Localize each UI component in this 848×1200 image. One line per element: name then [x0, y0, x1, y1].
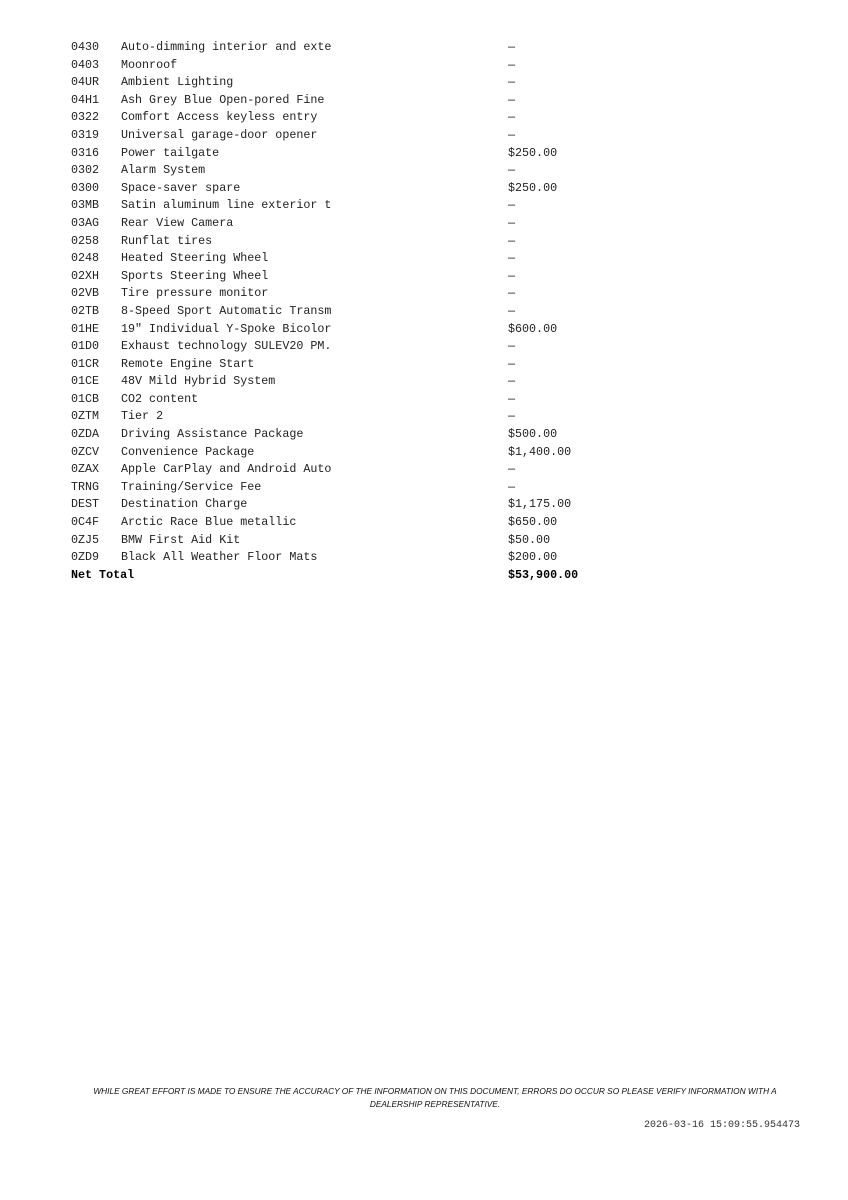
option-price: $500.00: [508, 427, 558, 442]
option-code: 0ZAX: [71, 462, 100, 477]
option-price: —: [508, 268, 516, 283]
option-description: Tier 2: [121, 409, 164, 424]
option-code: 04UR: [71, 75, 100, 90]
option-code: 0ZDA: [71, 427, 100, 442]
option-price: —: [508, 356, 516, 371]
option-code: 0322: [71, 110, 100, 125]
option-description: Universal garage-door opener: [121, 127, 318, 142]
option-code: 02XH: [71, 268, 100, 283]
option-description: Heated Steering Wheel: [121, 251, 269, 266]
option-description: Auto-dimming interior and exte: [121, 40, 332, 54]
option-code: 0300: [71, 180, 100, 195]
option-code: 02VB: [71, 286, 100, 301]
option-code: 0C4F: [71, 515, 100, 530]
option-price: —: [508, 163, 516, 178]
option-code: 01CR: [71, 356, 100, 371]
option-code: 0316: [71, 145, 100, 160]
option-description: 8-Speed Sport Automatic Transm: [121, 303, 332, 318]
option-description: Ambient Lighting: [121, 75, 234, 90]
option-code: 01CE: [71, 374, 100, 389]
option-code: 01CB: [71, 391, 100, 406]
option-price: —: [508, 40, 516, 54]
option-description: 19" Individual Y-Spoke Bicolor: [121, 321, 332, 336]
option-code: 04H1: [71, 92, 100, 107]
option-description: Comfort Access keyless entry: [121, 110, 318, 125]
disclaimer: WHILE GREAT EFFORT IS MADE TO ENSURE THE ACCURACY OF THE INFORMATION ON THIS DOCUMENT, ERRORS DO OCCUR SO PLEASE VERIFY INFORMATION WITH A DEALERSHIP REPRESENTATIVE.: [93, 1086, 777, 1109]
option-description: Arctic Race Blue metallic: [121, 515, 297, 530]
option-code: 0ZTM: [71, 409, 100, 424]
option-description: BMW First Aid Kit: [121, 532, 241, 547]
option-price: —: [508, 57, 516, 72]
option-description: Power tailgate: [121, 145, 220, 160]
option-description: Sports Steering Wheel: [121, 268, 269, 283]
option-code: 0430: [71, 40, 100, 54]
option-price: —: [508, 409, 516, 424]
option-description: Apple CarPlay and Android Auto: [121, 462, 332, 477]
option-price: —: [508, 110, 516, 125]
option-code: TRNG: [71, 479, 100, 494]
net-total-value: $53,900.00: [508, 567, 579, 582]
option-price: —: [508, 75, 516, 90]
option-description: Destination Charge: [121, 497, 248, 512]
option-price: $250.00: [508, 180, 558, 195]
option-description: Moonroof: [121, 57, 178, 72]
option-price: —: [508, 92, 516, 107]
option-price: —: [508, 127, 516, 142]
option-price: —: [508, 233, 516, 248]
option-code: 0ZCV: [71, 444, 100, 459]
option-price: —: [508, 479, 516, 494]
option-code: 0319: [71, 127, 100, 142]
option-code: DEST: [71, 497, 100, 512]
option-price: $600.00: [508, 321, 558, 336]
option-description: Satin aluminum line exterior t: [121, 198, 332, 213]
option-description: Driving Assistance Package: [121, 427, 304, 442]
option-code: 0258: [71, 233, 100, 248]
option-code: 01D0: [71, 339, 100, 354]
timestamp: 2026-03-16 15:09:55.954473: [643, 1120, 800, 1131]
option-description: Rear View Camera: [121, 215, 234, 230]
option-price: —: [508, 251, 516, 266]
net-total-label: Net Total: [71, 567, 135, 582]
option-code: 01HE: [71, 321, 100, 336]
option-description: Runflat tires: [121, 233, 213, 248]
option-description: CO2 content: [121, 391, 199, 406]
option-price: —: [508, 374, 516, 389]
option-price: —: [508, 286, 516, 301]
option-code: 02TB: [71, 303, 100, 318]
option-price: $200.00: [508, 550, 558, 565]
option-description: Training/Service Fee: [121, 479, 262, 494]
option-description: Alarm System: [121, 163, 206, 178]
option-description: Space-saver spare: [121, 180, 241, 195]
option-price: $1,175.00: [508, 497, 572, 512]
option-price: $1,400.00: [508, 444, 572, 459]
option-code: 03AG: [71, 215, 100, 230]
option-description: Black All Weather Floor Mats: [121, 550, 318, 565]
option-description: Remote Engine Start: [121, 356, 255, 371]
option-price: $650.00: [508, 515, 558, 530]
option-code: 03MB: [71, 198, 100, 213]
option-description: 48V Mild Hybrid System: [121, 374, 276, 389]
option-code: 0403: [71, 57, 100, 72]
option-description: Tire pressure monitor: [121, 286, 269, 301]
option-description: Convenience Package: [121, 444, 255, 459]
option-description: Exhaust technology SULEV20 PM.: [121, 339, 332, 354]
option-price: —: [508, 215, 516, 230]
option-price: —: [508, 303, 516, 318]
option-code: 0ZJ5: [71, 532, 100, 547]
option-price: —: [508, 462, 516, 477]
option-price: —: [508, 339, 516, 354]
option-description: Ash Grey Blue Open-pored Fine: [121, 92, 325, 107]
option-code: 0ZD9: [71, 550, 100, 565]
option-code: 0248: [71, 251, 100, 266]
option-price: $250.00: [508, 145, 558, 160]
option-price: $50.00: [508, 532, 551, 547]
option-code: 0302: [71, 163, 100, 178]
option-price: —: [508, 391, 516, 406]
option-price: —: [508, 198, 516, 213]
